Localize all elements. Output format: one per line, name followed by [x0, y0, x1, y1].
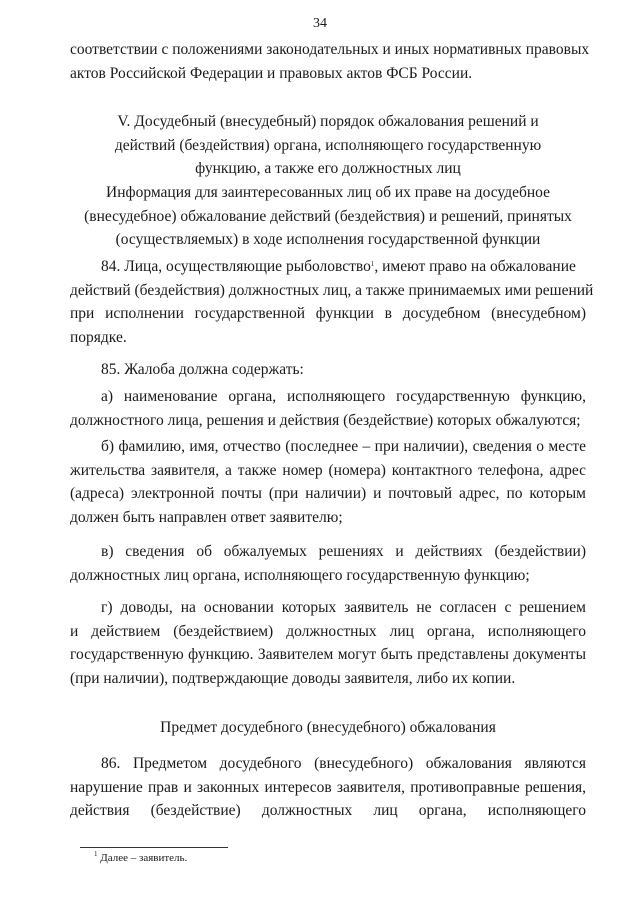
text-line: а) наименование органа, исполняющего государственную функцию, [101, 388, 586, 405]
footnote-text: Далее – заявитель. [100, 852, 188, 864]
text-line: действий (бездействия) должностных лиц, а также принимаемых ими решений [70, 281, 594, 299]
text-line: порядке. [70, 328, 127, 346]
heading-line: (осуществляемых) в ходе исполнения государственной функции [115, 231, 541, 248]
text-line: государственную функцию. Заявителем могут быть представлены документы [70, 646, 586, 663]
footnote-mark: 1 [94, 850, 98, 858]
heading-line: V. Досудебный (внесудебный) порядок обжалования решений и [117, 113, 539, 130]
heading-line: (внесудебное) обжалование действий (бездействия) и решений, принятых [84, 207, 572, 225]
item-g [70, 596, 586, 690]
paragraph-84 [70, 255, 594, 349]
p84-start: 84. Лица, осуществляющие рыболовство [101, 258, 371, 275]
page-number: 34 [313, 16, 327, 31]
text-line: актов Российской Федерации и правовых актов ФСБ России. [70, 64, 473, 82]
item-v [70, 540, 586, 587]
paragraph-86 [70, 752, 586, 823]
text-line: при исполнении государственной функции в досудебном (внесудебном) [70, 305, 586, 322]
subheading-subject [70, 716, 586, 740]
heading-line: Информация для заинтересованных лиц об их праве на досудебное [106, 184, 550, 201]
p84-continuation: , имеют право на обжалование [374, 258, 576, 275]
item-a [70, 385, 586, 432]
text-line: (при наличии), подтверждающие доводы заявителя, либо их копии. [70, 669, 516, 687]
text-line: должностных лиц органа, исполняющего государственную функцию; [70, 566, 530, 584]
text-line: 85. Жалоба должна содержать: [101, 361, 304, 378]
text-line: должен быть направлен ответ заявителю; [70, 508, 343, 526]
heading-line: действий (бездействия) органа, исполняющего государственную [114, 136, 542, 154]
text-line: должностного лица, решения и действия (бездействие) которых обжалуются; [70, 411, 581, 429]
section-heading [70, 110, 586, 181]
text-line: (адреса) электронной почты (при наличии) и почтовый адрес, по которым [70, 485, 586, 502]
text-line: г) доводы, на основании которых заявитель не согласен с решением [101, 599, 586, 616]
text-line: действия (бездействие) должностных лиц органа, исполняющего [70, 802, 586, 819]
text-line: 86. Предметом досудебного (внесудебного) обжалования являются [101, 755, 586, 772]
text-line: б) фамилию, имя, отчество (последнее – при наличии), сведения о месте [101, 438, 586, 455]
footnote-divider [80, 847, 228, 848]
text-line: нарушение прав и законных интересов заявителя, противоправные решения, [70, 778, 586, 796]
heading-line: функцию, а также его должностных лиц [195, 160, 461, 177]
item-b [70, 435, 586, 529]
heading-line: Предмет досудебного (внесудебного) обжалования [160, 719, 496, 736]
text-line: в) сведения об обжалуемых решениях и действиях (бездействии) [101, 543, 586, 560]
text-line [70, 255, 586, 279]
subheading-info [70, 181, 586, 252]
footnote [94, 852, 187, 864]
intro-paragraph [70, 38, 590, 85]
paragraph-85 [70, 358, 586, 382]
text-line: и действием (бездействием) должностных лиц органа, исполняющего [70, 622, 586, 640]
text-line: соответствии с положениями законодательных и иных нормативных правовых [70, 41, 590, 58]
text-line: жительства заявителя, а также номер (номера) контактного телефона, адрес [70, 461, 586, 479]
footnote-reference: 1 [370, 260, 375, 268]
